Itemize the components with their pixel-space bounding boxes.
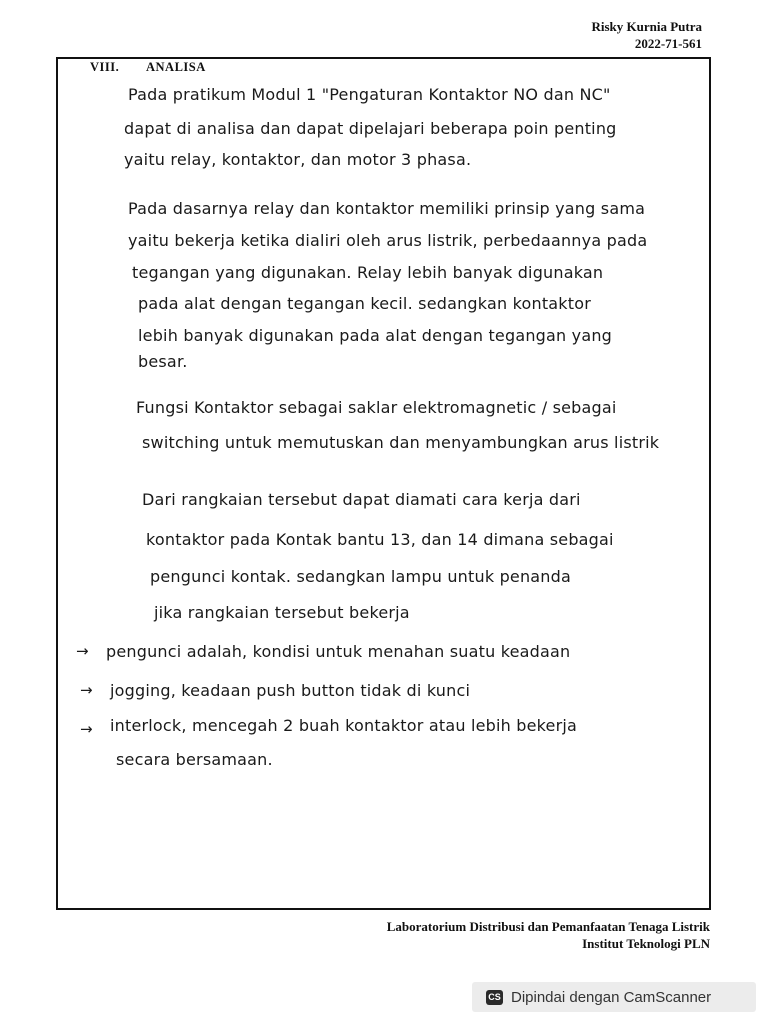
paragraph-2-line-3: tegangan yang digunakan. Relay lebih banyak digunakan xyxy=(132,263,604,282)
bullet-arrow-icon: → xyxy=(76,642,89,660)
author-header xyxy=(591,18,702,52)
bullet-arrow-icon: → xyxy=(80,681,93,699)
section-heading xyxy=(90,60,206,75)
paragraph-2-line-4: pada alat dengan tegangan kecil. sedangkan kontaktor xyxy=(138,294,592,313)
camscanner-badge xyxy=(472,982,756,1012)
paragraph-2-line-2: yaitu bekerja ketika dialiri oleh arus listrik, perbedaannya pada xyxy=(128,231,648,250)
bullet-3-text-line-2: secara bersamaan. xyxy=(116,750,273,769)
footer-lab: Laboratorium Distribusi dan Pemanfaatan Tenaga Listrik xyxy=(386,919,710,934)
camscanner-logo-icon: CS xyxy=(486,990,503,1005)
bullet-arrow-icon: → xyxy=(80,720,93,738)
paragraph-1-line-1: Pada pratikum Modul 1 "Pengaturan Kontaktor NO dan NC" xyxy=(128,85,611,104)
paragraph-4-line-3: pengunci kontak. sedangkan lampu untuk penanda xyxy=(150,567,572,586)
paragraph-4-line-4: jika rangkaian tersebut bekerja xyxy=(154,603,410,622)
camscanner-label: Dipindai dengan CamScanner xyxy=(511,988,712,1006)
paragraph-4-line-2: kontaktor pada Kontak bantu 13, dan 14 dimana sebagai xyxy=(146,530,614,549)
paragraph-2-line-1: Pada dasarnya relay dan kontaktor memiliki prinsip yang sama xyxy=(128,199,646,218)
paragraph-1-line-3: yaitu relay, kontaktor, dan motor 3 phasa. xyxy=(124,150,472,169)
paragraph-1-line-2: dapat di analisa dan dapat dipelajari beberapa poin penting xyxy=(124,119,617,138)
section-number: VIII. xyxy=(90,60,120,74)
student-id: 2022-71-561 xyxy=(634,36,702,51)
page-footer xyxy=(387,918,710,952)
paragraph-2-line-5: lebih banyak digunakan pada alat dengan tegangan yang xyxy=(138,326,613,345)
bullet-2-text: jogging, keadaan push button tidak di kunci xyxy=(110,681,471,700)
footer-institute: Institut Teknologi PLN xyxy=(582,936,710,951)
bullet-3-text-line-1: interlock, mencegah 2 buah kontaktor atau lebih bekerja xyxy=(110,716,578,735)
section-title: ANALISA xyxy=(146,60,206,74)
paragraph-4-line-1: Dari rangkaian tersebut dapat diamati cara kerja dari xyxy=(142,490,581,509)
paragraph-3-line-1: Fungsi Kontaktor sebagai saklar elektromagnetic / sebagai xyxy=(136,398,617,417)
bullet-1-text: pengunci adalah, kondisi untuk menahan suatu keadaan xyxy=(106,642,571,661)
paragraph-3-line-2: switching untuk memutuskan dan menyambungkan arus listrik xyxy=(142,433,660,452)
paragraph-2-line-6: besar. xyxy=(138,352,188,371)
page-frame xyxy=(56,57,711,910)
author-name: Risky Kurnia Putra xyxy=(591,19,702,34)
